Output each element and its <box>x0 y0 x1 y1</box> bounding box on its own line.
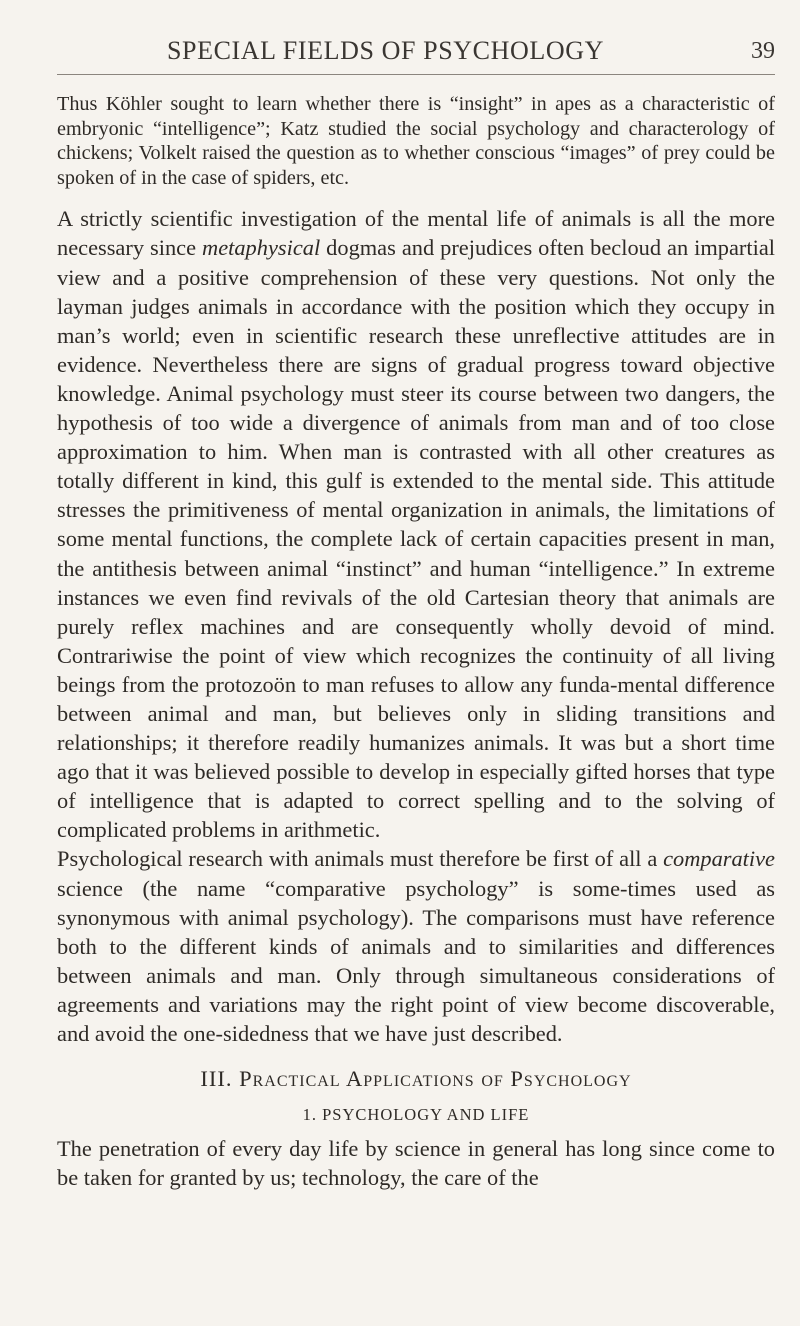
section-heading <box>57 1064 775 1094</box>
page-number: 39 <box>751 38 775 64</box>
page-body <box>57 92 775 1192</box>
paragraph-everyday-life: The penetration of every day life by science in general has long since come to be taken for granted by us; technology, the care of the <box>57 1136 775 1191</box>
emphasis-comparative: comparative <box>663 846 775 872</box>
paragraph-scientific-investigation <box>57 204 775 844</box>
page-header <box>57 36 775 76</box>
subsection-heading: 1. PSYCHOLOGY AND LIFE <box>302 1105 530 1125</box>
paragraph-text: A strictly scientific investigation of the mental life of animals is all the more necessary since <box>57 206 775 261</box>
paragraph-text: science (the name “comparative psychology” is some-times used as synonymous with animal psychology). The comparisons must have reference both to the different kinds of animals and to similarities and differences between animals and man. Only through simultaneous considerations of agreements and variations may the right point of view become discoverable, and avoid the one-sidedness that we have just described. <box>57 875 775 1046</box>
section-heading-text: III. Practical Applications of Psychology <box>200 1066 632 1092</box>
paragraph-comparative-science <box>57 844 775 1048</box>
paragraph-text: dogmas and prejudices often becloud an impartial view and a positive comprehension of these very questions. Not only the layman judges animals in accordance with the position which they occupy in man’s world; even in scientific research these unreflective attitudes are in evidence. Nevertheless there are signs of gradual progress toward objective knowledge. Animal psychology must steer its course between two dangers, the hypothesis of too wide a divergence of animals from man and of too close approximation to him. When man is contrasted with all other creatures as totally different in kind, this gulf is extended to the mental side. This attitude stresses the primitiveness of mental organization in animals, the limitations of some mental functions, the complete lack of certain capacities present in man, the antithesis between animal “instinct” and human “intelligence.” In extreme instances we even find revivals of the old Cartesian theory that animals are purely reflex machines and are consequently wholly devoid of mind. Contrariwise the point of view which recognizes the continuity of all living beings from the protozoön to man refuses to allow any funda-mental difference between animal and man, but believes only in sliding transitions and relationships; it therefore readily humanizes animals. It was but a short time ago that it was believed possible to develop in especially gifted horses that type of intelligence that is adapted to correct spelling and to the solving of complicated problems in arithmetic. <box>57 235 775 843</box>
running-head: SPECIAL FIELDS OF PSYCHOLOGY <box>167 36 604 65</box>
paragraph-kohler: Thus Köhler sought to learn whether there is “insight” in apes as a characteristic of embryonic “intelligence”; Katz studied the social psychology and characterology of chickens; Volkelt raised the question as to whether conscious “images” of prey could be spoken of in the case of spiders, etc. <box>57 93 775 189</box>
header-rule <box>57 74 775 75</box>
emphasis-metaphysical: metaphysical <box>202 235 321 261</box>
paragraph-text: Psychological research with animals must therefore be first of all a <box>57 846 664 872</box>
